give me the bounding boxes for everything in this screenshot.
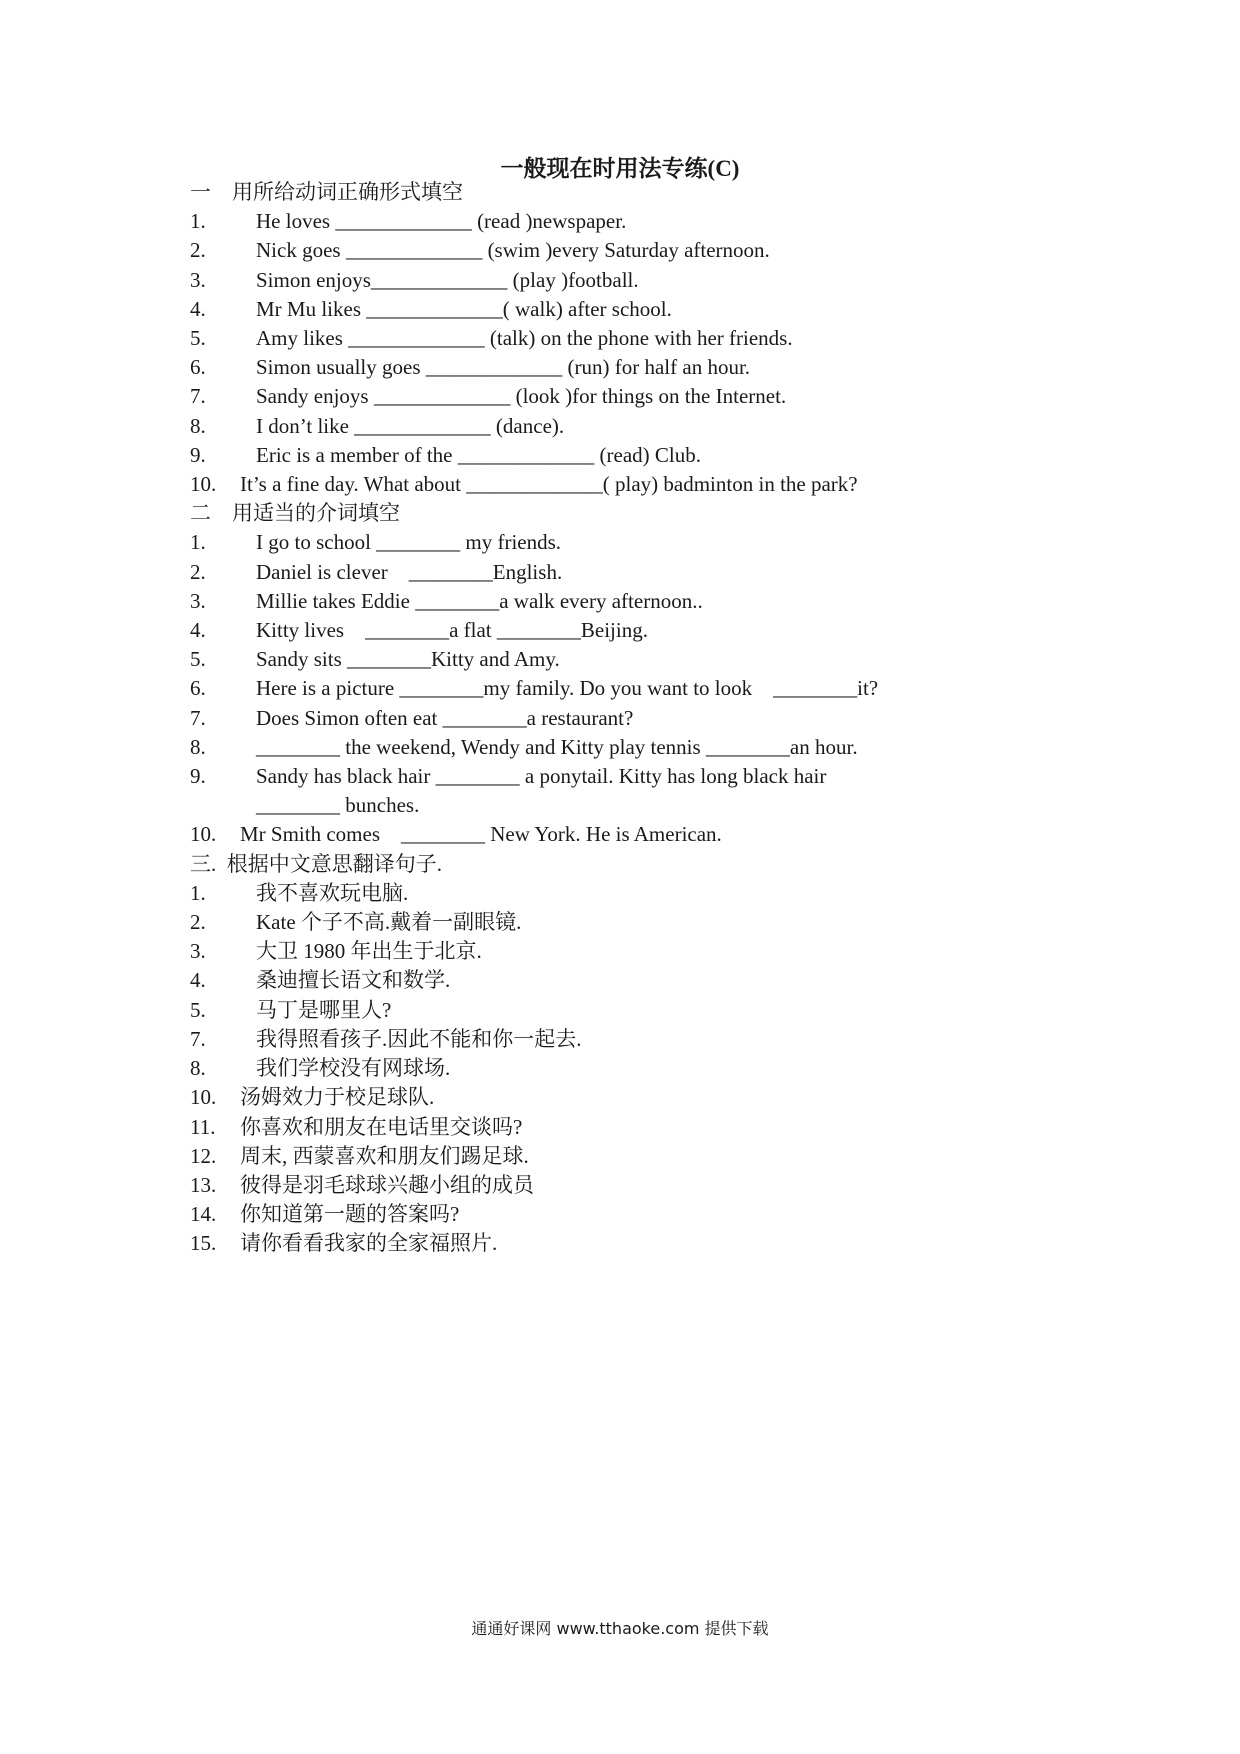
section1-list xyxy=(190,207,1090,499)
item-text: ________ the weekend, Wendy and Kitty play tennis ________an hour. xyxy=(256,734,858,759)
list-item xyxy=(190,937,1090,966)
item-number: 6. xyxy=(190,355,206,380)
section3-heading: 三. 根据中文意思翻译句子. xyxy=(190,851,442,876)
item-number: 5. xyxy=(190,647,206,672)
list-item xyxy=(190,966,1090,995)
item-text: Kitty lives ________a flat ________Beijing. xyxy=(256,618,648,643)
list-item xyxy=(190,1171,1090,1200)
item-number: 14. xyxy=(190,1202,217,1227)
item-number: 3. xyxy=(190,939,206,964)
section1-heading: 一 用所给动词正确形式填空 xyxy=(190,180,463,204)
item-text: Mr Smith comes ________ New York. He is American. xyxy=(240,822,722,847)
item-text: Nick goes _____________ (swim )every Saturday afternoon. xyxy=(256,238,770,263)
list-item xyxy=(190,353,1090,382)
item-text: Eric is a member of the _____________ (read) Club. xyxy=(256,442,701,467)
item-text: 周末, 西蒙喜欢和朋友们踢足球. xyxy=(240,1143,529,1168)
item-number: 4. xyxy=(190,968,206,993)
list-item xyxy=(190,1083,1090,1112)
item-text: 你喜欢和朋友在电话里交谈吗? xyxy=(240,1114,523,1139)
item-number: 8. xyxy=(190,413,206,438)
item-number: 9. xyxy=(190,764,206,789)
list-item xyxy=(190,674,1090,703)
item-number: 9. xyxy=(190,442,206,467)
item-number: 8. xyxy=(190,734,206,759)
list-item xyxy=(190,558,1090,587)
list-item xyxy=(190,1025,1090,1054)
item-text: Sandy has black hair ________ a ponytail. Kitty has long black hair xyxy=(256,764,827,789)
list-item xyxy=(190,236,1090,265)
item-text: 彼得是羽毛球球兴趣小组的成员 xyxy=(240,1172,534,1197)
list-item xyxy=(190,324,1090,353)
item-number: 7. xyxy=(190,705,206,730)
item-number: 10. xyxy=(190,472,217,497)
item-number: 7. xyxy=(190,384,206,409)
item-text: Simon usually goes _____________ (run) for half an hour. xyxy=(256,355,751,380)
exercise-content xyxy=(190,178,1090,1259)
item-text: It’s a fine day. What about _____________( play) badminton in the park? xyxy=(240,472,858,497)
item-text: 请你看看我家的全家福照片. xyxy=(240,1231,498,1256)
section2-list xyxy=(190,528,1090,849)
item-number: 4. xyxy=(190,296,206,321)
item-number: 1. xyxy=(190,209,206,234)
list-item xyxy=(190,704,1090,733)
item-text: I go to school ________ my friends. xyxy=(256,530,562,555)
list-item xyxy=(190,791,1090,820)
item-text: Simon enjoys_____________ (play )football. xyxy=(256,267,639,292)
item-number: 10. xyxy=(190,1085,217,1110)
list-item xyxy=(190,207,1090,236)
item-number: 2. xyxy=(190,559,206,584)
item-text: 你知道第一题的答案吗? xyxy=(240,1202,460,1227)
item-number: 3. xyxy=(190,588,206,613)
list-item xyxy=(190,295,1090,324)
item-text: Mr Mu likes _____________( walk) after school. xyxy=(256,296,672,321)
list-item xyxy=(190,528,1090,557)
list-item xyxy=(190,996,1090,1025)
list-item xyxy=(190,1200,1090,1229)
item-text: Daniel is clever ________English. xyxy=(256,559,563,584)
list-item xyxy=(190,762,1090,791)
item-text: 我不喜欢玩电脑. xyxy=(256,880,409,905)
item-text: Here is a picture ________my family. Do you want to look ________it? xyxy=(256,676,879,701)
item-text: 汤姆效力于校足球队. xyxy=(240,1085,435,1110)
page-title: 一般现在时用法专练(C) xyxy=(500,156,740,181)
item-number: 12. xyxy=(190,1143,217,1168)
list-item xyxy=(190,645,1090,674)
item-text: He loves _____________ (read )newspaper. xyxy=(256,209,627,234)
list-item xyxy=(190,441,1090,470)
item-number: 1. xyxy=(190,530,206,555)
list-item xyxy=(190,266,1090,295)
item-number: 6. xyxy=(190,676,206,701)
list-item xyxy=(190,879,1090,908)
item-text: Sandy sits ________Kitty and Amy. xyxy=(256,647,560,672)
list-item xyxy=(190,470,1090,499)
item-text: 我们学校没有网球场. xyxy=(256,1056,451,1081)
item-text: Amy likes _____________ (talk) on the phone with her friends. xyxy=(256,326,793,351)
item-number: 11. xyxy=(190,1114,216,1139)
item-number: 2. xyxy=(190,910,206,935)
list-item xyxy=(190,1054,1090,1083)
item-number: 3. xyxy=(190,267,206,292)
list-item xyxy=(190,1142,1090,1171)
item-text: I don’t like _____________ (dance). xyxy=(256,413,565,438)
section3-list xyxy=(190,879,1090,1259)
list-item xyxy=(190,1229,1090,1258)
item-text: 我得照看孩子.因此不能和你一起去. xyxy=(256,1026,582,1051)
item-number: 7. xyxy=(190,1026,206,1051)
list-item xyxy=(190,1113,1090,1142)
item-number: 2. xyxy=(190,238,206,263)
item-number: 4. xyxy=(190,618,206,643)
item-number: 10. xyxy=(190,822,217,847)
item-text: Sandy enjoys _____________ (look )for things on the Internet. xyxy=(256,384,787,409)
list-item xyxy=(190,820,1090,849)
item-number: 13. xyxy=(190,1172,217,1197)
item-text: 大卫 1980 年出生于北京. xyxy=(256,939,482,964)
item-text: Kate 个子不高.戴着一副眼镜. xyxy=(256,910,522,935)
list-item xyxy=(190,412,1090,441)
item-text: 马丁是哪里人? xyxy=(256,997,392,1022)
item-number: 5. xyxy=(190,997,206,1022)
list-item xyxy=(190,382,1090,411)
section2-heading: 二 用适当的介词填空 xyxy=(190,501,400,526)
list-item xyxy=(190,616,1090,645)
list-item xyxy=(190,733,1090,762)
item-number: 1. xyxy=(190,880,206,905)
footer-text: 通通好课网 www.tthaoke.com 提供下载 xyxy=(471,1619,769,1638)
list-item xyxy=(190,587,1090,616)
item-number: 5. xyxy=(190,326,206,351)
item-text: Does Simon often eat ________a restaurant? xyxy=(256,705,634,730)
item-text: Millie takes Eddie ________a walk every afternoon.. xyxy=(256,588,703,613)
item-number: 8. xyxy=(190,1056,206,1081)
item-text: 桑迪擅长语文和数学. xyxy=(256,968,451,993)
list-item xyxy=(190,908,1090,937)
item-text: ________ bunches. xyxy=(256,793,420,818)
item-number: 15. xyxy=(190,1231,217,1256)
